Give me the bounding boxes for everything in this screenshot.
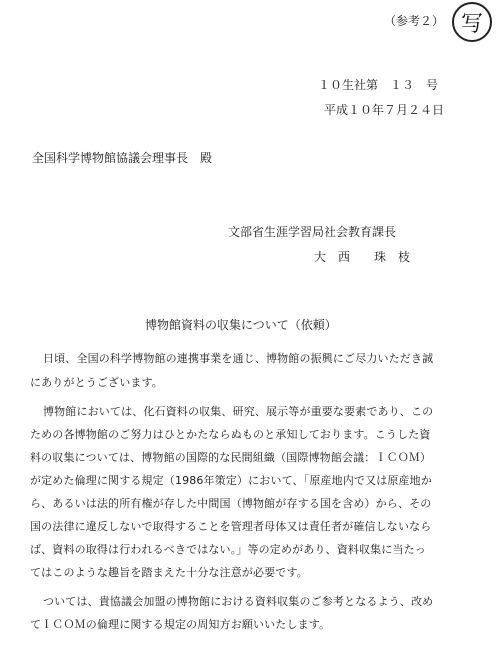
sender-office: 文部省生涯学習局社会教育課長 — [228, 225, 397, 239]
copy-stamp: 写 — [452, 2, 492, 42]
subject-line: 博物館資料の収集について（依頼） — [145, 318, 337, 332]
sender-name: 大 西 珠 枝 — [314, 250, 411, 264]
body-line: ついては、貴協議会加盟の博物館における資料収集のご参考となるよう、改め — [43, 595, 434, 608]
body-line: てはこのような趣旨を踏まえた十分な注意が必要です。 — [30, 566, 308, 579]
addressee: 全国科学博物館協議会理事長 殿 — [32, 151, 213, 165]
body-line: ら、あるいは法的所有権が存した中間国（博物館が存する国を含め）から、その — [30, 497, 432, 510]
body-line: にありがとうございます。 — [30, 376, 163, 389]
document-number: １０生社第 １３ 号 — [318, 78, 439, 92]
body-line: 博物館においては、化石資料の収集、研究、展示等が重要な要素であり、この — [43, 405, 434, 418]
body-line: てＩＣＯＭの倫理に関する規定の周知方お願いいたします。 — [30, 618, 331, 631]
body-line: ば、資料の取得は行われるべきではない。」等の定めがあり、資料収集に当たっ — [30, 543, 426, 556]
document-date: 平成１０年７月２４日 — [324, 103, 445, 117]
body-line: 日頃、全国の科学博物館の連携事業を通じ、博物館の振興にご尽力いただき誠 — [43, 352, 434, 365]
body-line: 国の法律に違反しないで取得することを管理者母体又は責任者が確信しないなら — [30, 520, 432, 533]
body-line: ための各博物館のご努力はひとかたならぬものと承知しております。こうした資 — [30, 428, 431, 441]
body-line: 料の収集については、博物館の国際的な民間組織（国際博物館会議：ＩＣＯＭ） — [30, 451, 432, 464]
body-line: が定めた倫理に関する規定（1986年策定）において、「原産地内で又は原産地か — [30, 474, 432, 487]
reference-label: （参考２） — [384, 14, 445, 28]
